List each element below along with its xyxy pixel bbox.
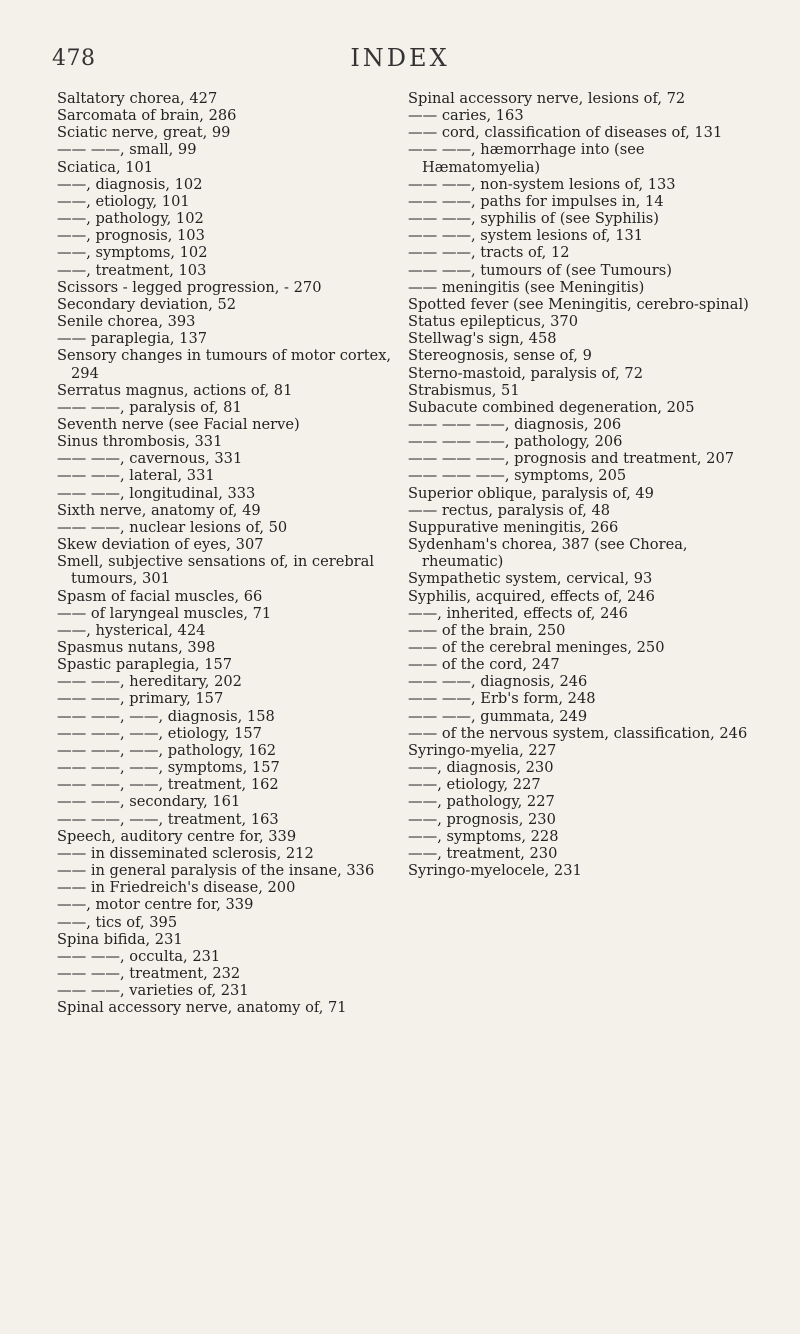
index-entry: —— ——, gummata, 249 — [408, 707, 588, 725]
index-entry: Sterno-mastoid, paralysis of, 72 — [408, 364, 643, 382]
index-entry: —— —— ——, symptoms, 205 — [408, 467, 627, 485]
index-entry: —— ——, small, 99 — [57, 141, 197, 159]
running-title: INDEX — [350, 44, 450, 72]
index-entry: ——, treatment, 103 — [57, 261, 207, 279]
index-entry: Syringo-myelocele, 231 — [408, 862, 582, 880]
index-entry: —— —— ——, diagnosis, 206 — [408, 415, 622, 433]
index-entry: ——, treatment, 230 — [408, 844, 558, 862]
index-entry: —— ——, paths for impulses in, 14 — [408, 192, 664, 210]
index-entry: Spinal accessory nerve, lesions of, 72 — [408, 90, 686, 107]
index-entry: ——, hysterical, 424 — [57, 621, 206, 639]
index-entry: —— in disseminated sclerosis, 212 — [57, 844, 314, 862]
index-entry: —— ——, system lesions of, 131 — [408, 227, 644, 245]
index-entry: Stereognosis, sense of, 9 — [408, 347, 592, 365]
index-entry: —— of the cord, 247 — [408, 656, 560, 674]
index-entry: —— ——, tumours of (see Tumours) — [408, 261, 672, 279]
index-entry: Superior oblique, paralysis of, 49 — [408, 484, 654, 502]
index-entry: Saltatory chorea, 427 — [57, 90, 218, 107]
index-entry: —— ——, ——, pathology, 162 — [57, 741, 277, 759]
index-entry: ——, etiology, 101 — [57, 192, 190, 210]
index-entry: —— of the brain, 250 — [408, 621, 566, 639]
index-entry: Sciatica, 101 — [57, 158, 154, 176]
index-entry: —— ——, tracts of, 12 — [408, 244, 570, 262]
index-entry: Smell, subjective sensations of, in cerebral tumours, 301 — [57, 553, 375, 588]
index-entry: ——, tics of, 395 — [57, 913, 178, 931]
index-entry: Sarcomata of brain, 286 — [57, 107, 237, 125]
index-entry: ——, pathology, 102 — [57, 210, 204, 228]
index-entry: —— ——, ——, etiology, 157 — [57, 724, 262, 742]
index-entry: Spina bifida, 231 — [57, 930, 183, 948]
index-entry: ——, inherited, effects of, 246 — [408, 604, 628, 622]
index-entry: ——, motor centre for, 339 — [57, 896, 254, 914]
index-entry: Subacute combined degeneration, 205 — [408, 398, 695, 416]
index-entry: Serratus magnus, actions of, 81 — [57, 381, 293, 399]
index-entry: Speech, auditory centre for, 339 — [57, 827, 297, 845]
index-entry: Strabismus, 51 — [408, 381, 520, 399]
index-entry: Suppurative meningitis, 266 — [408, 518, 619, 536]
index-entry: Status epilepticus, 370 — [408, 313, 578, 331]
index-entry: Skew deviation of eyes, 307 — [57, 536, 264, 554]
index-entry: Sinus thrombosis, 331 — [57, 433, 223, 451]
index-entry: ——, diagnosis, 230 — [408, 759, 554, 777]
index-entry: —— paraplegia, 137 — [57, 330, 208, 348]
index-entry: —— —— ——, prognosis and treatment, 207 — [408, 450, 735, 468]
index-entry: Stellwag's sign, 458 — [408, 330, 557, 348]
index-entry: Sciatic nerve, great, 99 — [57, 124, 231, 142]
index-entry: Scissors - legged progression, - 270 — [57, 278, 322, 296]
index-entry: —— ——, ——, treatment, 162 — [57, 776, 279, 794]
index-entry: Seventh nerve (see Facial nerve) — [57, 415, 300, 433]
index-entry: —— ——, paralysis of, 81 — [57, 398, 242, 416]
index-entry: Spasmus nutans, 398 — [57, 639, 216, 656]
index-entry: Senile chorea, 393 — [57, 313, 196, 331]
index-entry: —— ——, primary, 157 — [57, 690, 224, 708]
index-entry: —— of laryngeal muscles, 71 — [57, 604, 272, 622]
index-entry: —— ——, nuclear lesions of, 50 — [57, 518, 288, 536]
index-entry: —— meningitis (see Meningitis) — [408, 278, 645, 296]
index-entry: —— ——, lateral, 331 — [57, 467, 215, 485]
index-entry: Sensory changes in tumours of motor cortex, 294 — [57, 347, 392, 382]
index-column-right — [408, 90, 755, 879]
index-entry: —— caries, 163 — [408, 107, 524, 125]
index-entry: ——, pathology, 227 — [408, 793, 555, 811]
index-entry: —— ——, cavernous, 331 — [57, 450, 243, 468]
index-entry: —— ——, non-system lesions of, 133 — [408, 175, 676, 193]
index-entry: —— rectus, paralysis of, 48 — [408, 501, 611, 519]
index-entry: —— ——, ——, diagnosis, 158 — [57, 707, 275, 725]
index-entry: Spinal accessory nerve, anatomy of, 71 — [57, 999, 347, 1017]
index-entry: —— ——, varieties of, 231 — [57, 982, 249, 1000]
page-number: 478 — [52, 46, 96, 71]
index-entry: Syphilis, acquired, effects of, 246 — [408, 587, 655, 605]
index-entry: ——, etiology, 227 — [408, 776, 541, 794]
index-entry: —— cord, classification of diseases of, 131 — [408, 124, 723, 142]
index-entry: —— ——, hæmorrhage into (see Hæmatomyelia) — [408, 141, 645, 176]
index-entry: —— ——, hereditary, 202 — [57, 673, 242, 691]
index-entry: —— of the nervous system, classification, 246 — [408, 724, 748, 742]
index-entry: ——, symptoms, 102 — [57, 244, 208, 262]
index-entry: —— ——, ——, symptoms, 157 — [57, 759, 280, 777]
index-entry: Syringo-myelia, 227 — [408, 741, 557, 759]
index-entry: —— —— ——, pathology, 206 — [408, 433, 623, 451]
page-header — [0, 44, 800, 74]
index-entry: Spasm of facial muscles, 66 — [57, 587, 263, 605]
index-entry: ——, symptoms, 228 — [408, 827, 559, 845]
index-entry: Spastic paraplegia, 157 — [57, 656, 233, 674]
index-entry: Secondary deviation, 52 — [57, 295, 237, 313]
index-entry: —— in Friedreich's disease, 200 — [57, 879, 296, 897]
index-entry: —— ——, secondary, 161 — [57, 793, 241, 811]
index-entry: —— in general paralysis of the insane, 336 — [57, 862, 375, 880]
index-entry: ——, prognosis, 103 — [57, 227, 205, 245]
index-entry: ——, prognosis, 230 — [408, 810, 556, 828]
index-entry: Sydenham's chorea, 387 (see Chorea, rheumatic) — [408, 536, 688, 571]
index-entry: Sympathetic system, cervical, 93 — [408, 570, 653, 588]
index-entry: —— ——, occulta, 231 — [57, 947, 221, 965]
index-entry: Sixth nerve, anatomy of, 49 — [57, 501, 261, 519]
index-entry: —— ——, diagnosis, 246 — [408, 673, 588, 691]
index-entry: Spotted fever (see Meningitis, cerebro-spinal) — [408, 295, 749, 313]
index-entry: —— ——, syphilis of (see Syphilis) — [408, 210, 659, 228]
index-entry: —— ——, ——, treatment, 163 — [57, 810, 279, 828]
index-entry: —— ——, Erb's form, 248 — [408, 690, 596, 708]
index-column-left — [57, 90, 400, 1016]
index-entry: —— of the cerebral meninges, 250 — [408, 639, 665, 656]
index-entry: —— ——, treatment, 232 — [57, 964, 241, 982]
index-entry: —— ——, longitudinal, 333 — [57, 484, 256, 502]
index-entry: ——, diagnosis, 102 — [57, 175, 203, 193]
